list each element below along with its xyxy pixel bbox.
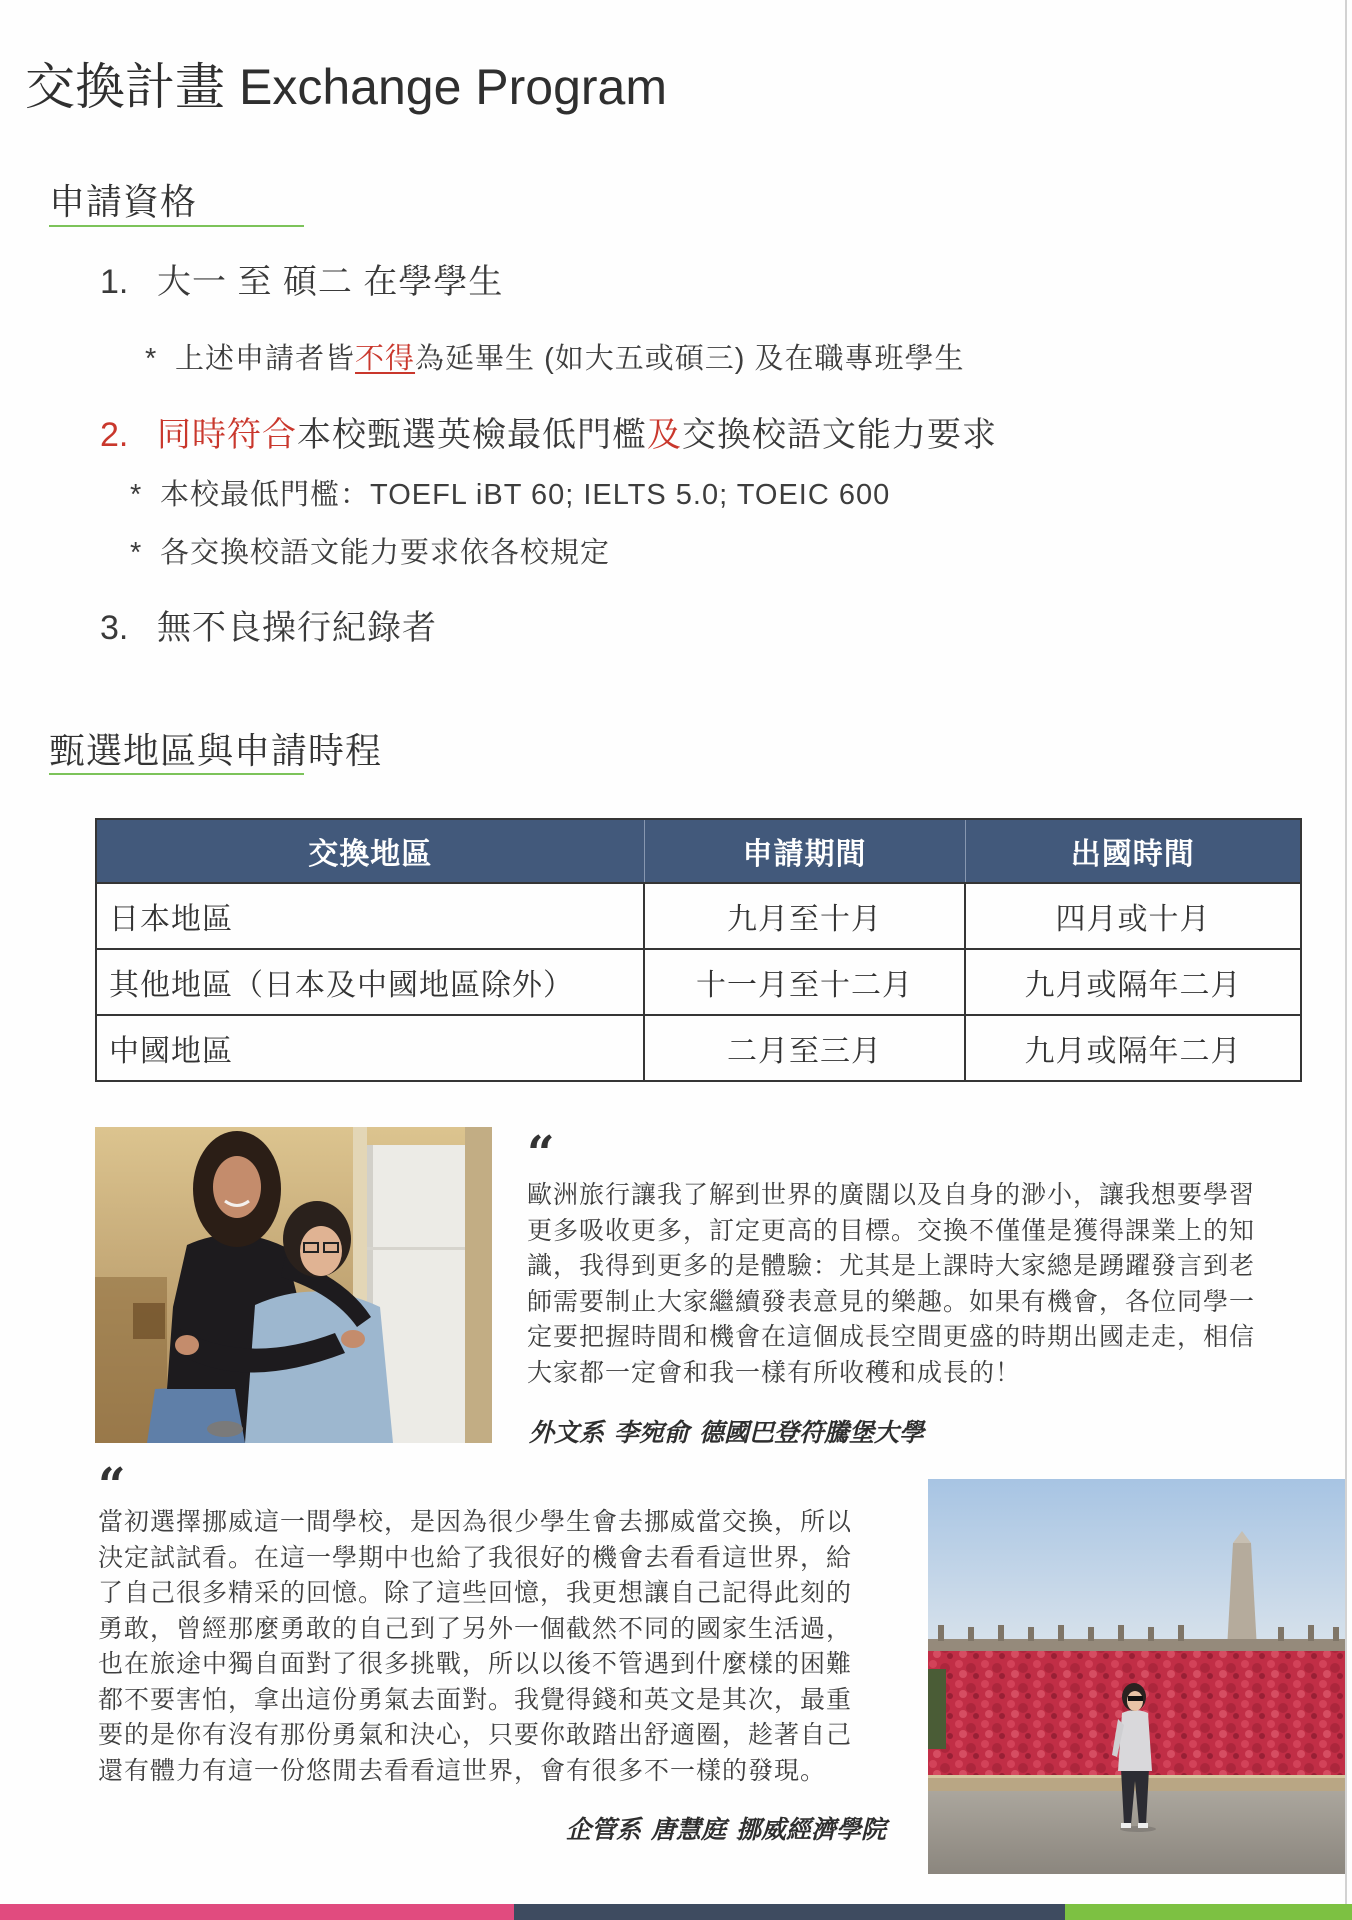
quote-line: 歐洲旅行讓我了解到世界的廣闊以及自身的渺小，讓我想要學習 xyxy=(527,1181,1256,1209)
cell-apply-period: 九月至十月 xyxy=(644,883,965,949)
attribution-department: 企管系 xyxy=(566,1816,642,1844)
eligibility-item-2-note-1 xyxy=(130,477,890,513)
table-header-row xyxy=(96,819,1301,883)
attribution-department: 外文系 xyxy=(529,1419,605,1447)
cell-region: 日本地區 xyxy=(96,883,644,949)
quote-line: 了自己很多精采的回憶。除了這些回憶，我更想讓自己記得此刻的 xyxy=(98,1579,853,1607)
item-text: 無不良操行紀錄者 xyxy=(157,609,437,647)
quote-line: 勇敢，曾經那麼勇敢的自己到了另外一個截然不同的國家生活過， xyxy=(98,1614,853,1643)
quote-line: 都不要害怕，拿出這份勇氣去面對。我覺得錢和英文是其次，最重 xyxy=(98,1685,853,1714)
item-number: 2. xyxy=(100,416,129,454)
testimonial-1-text xyxy=(527,1178,1255,1391)
eligibility-item-3 xyxy=(100,607,437,649)
eligibility-heading: 申請資格 xyxy=(49,181,198,222)
note-text-before: 上述申請者皆 xyxy=(175,343,356,375)
item-number: 3. xyxy=(100,609,129,647)
note-text: 各交換校語文能力要求依各校規定 xyxy=(160,537,611,569)
note-asterisk: * xyxy=(130,479,143,511)
cell-apply-period: 二月至三月 xyxy=(644,1015,965,1081)
student-photo-2-image xyxy=(928,1479,1345,1874)
item-text-1: 本校甄選英檢最低門檻 xyxy=(297,416,647,454)
item-text: 大一 至 碩二 在學學生 xyxy=(157,263,504,301)
item-text-2: 交換校語文能力要求 xyxy=(682,416,997,454)
cell-region: 中國地區 xyxy=(96,1015,644,1081)
schedule-heading: 甄選地區與申請時程 xyxy=(49,730,383,771)
page-title xyxy=(25,56,667,118)
table-row xyxy=(96,1015,1301,1081)
quote-mark-icon: “ xyxy=(527,1126,555,1182)
table-row xyxy=(96,883,1301,949)
eligibility-item-2-note-2 xyxy=(130,535,610,571)
quote-line: 更多吸收更多，訂定更高的目標。交換不僅僅是獲得課業上的知 xyxy=(527,1216,1256,1245)
cell-departure: 九月或隔年二月 xyxy=(965,949,1301,1015)
quote-line: 師需要制止大家繼續發表意見的樂趣。如果有機會，各位同學一 xyxy=(527,1287,1256,1316)
quote-mark-icon: “ xyxy=(98,1458,126,1514)
page-title-zh: 交換計畫 xyxy=(25,59,225,115)
quote-line: 還有體力有這一份悠閒去看看這世界，會有很多不一樣的發現。 xyxy=(98,1756,827,1785)
column-header-region: 交換地區 xyxy=(96,819,644,883)
eligibility-item-2 xyxy=(100,414,997,456)
note-asterisk: * xyxy=(130,537,143,569)
attribution-name: 李宛俞 xyxy=(614,1419,690,1447)
footer-bar-green xyxy=(1065,1904,1352,1920)
note-asterisk: * xyxy=(145,343,158,375)
page-title-en: Exchange Program xyxy=(239,59,668,115)
schedule-heading-underline xyxy=(49,773,304,775)
testimonial-2-text xyxy=(98,1505,852,1789)
quote-line: 決定試試看。在這一學期中也給了我很好的機會去看看這世界，給 xyxy=(98,1543,853,1572)
student-photo-2 xyxy=(928,1479,1345,1874)
quote-line: 定要把握時間和機會在這個成長空間更盛的時期出國走走，相信 xyxy=(527,1323,1256,1351)
testimonial-1-attribution xyxy=(529,1416,924,1450)
schedule-table xyxy=(95,818,1302,1082)
table-row xyxy=(96,949,1301,1015)
attribution-school: 挪威經濟學院 xyxy=(736,1816,887,1844)
quote-line: 也在旅途中獨自面對了很多挑戰，所以以後不管遇到什麼樣的困難 xyxy=(98,1650,853,1678)
student-photo-1-image xyxy=(95,1127,492,1443)
attribution-school: 德國巴登符騰堡大學 xyxy=(699,1419,925,1447)
column-header-apply-period: 申請期間 xyxy=(644,819,965,883)
quote-line: 要的是你有沒有那份勇氣和決心，只要你敢踏出舒適圈，趁著自己 xyxy=(98,1721,853,1749)
cell-departure: 九月或隔年二月 xyxy=(965,1015,1301,1081)
column-header-departure: 出國時間 xyxy=(965,819,1301,883)
footer-bar-slate xyxy=(514,1904,1065,1920)
quote-line: 大家都一定會和我一樣有所收穫和成長的！ xyxy=(527,1358,1022,1387)
item-highlight-2: 及 xyxy=(647,416,682,454)
cell-apply-period: 十一月至十二月 xyxy=(644,949,965,1015)
eligibility-heading-underline xyxy=(49,225,304,227)
quote-line: 識，我得到更多的是體驗：尤其是上課時大家總是踴躍發言到老 xyxy=(527,1252,1256,1280)
footer-bar-pink xyxy=(0,1904,514,1920)
quote-line: 當初選擇挪威這一間學校，是因為很少學生會去挪威當交換，所以 xyxy=(98,1508,853,1536)
attribution-name: 唐慧庭 xyxy=(651,1816,727,1844)
note-text-after: 為延畢生 (如大五或碩三) 及在職專班學生 xyxy=(415,343,965,375)
item-highlight-1: 同時符合 xyxy=(157,416,297,454)
cell-region: 其他地區（日本及中國地區除外） xyxy=(96,949,644,1015)
eligibility-item-1-note xyxy=(145,341,964,377)
cell-departure: 四月或十月 xyxy=(965,883,1301,949)
item-number: 1. xyxy=(100,263,129,301)
scan-edge-line xyxy=(1345,0,1347,1904)
note-highlight: 不得 xyxy=(355,343,416,375)
note-text: 本校最低門檻：TOEFL iBT 60; IELTS 5.0; TOEIC 600 xyxy=(160,479,891,511)
student-photo-1 xyxy=(95,1127,492,1443)
eligibility-item-1 xyxy=(100,261,503,303)
testimonial-2-attribution xyxy=(566,1813,886,1847)
